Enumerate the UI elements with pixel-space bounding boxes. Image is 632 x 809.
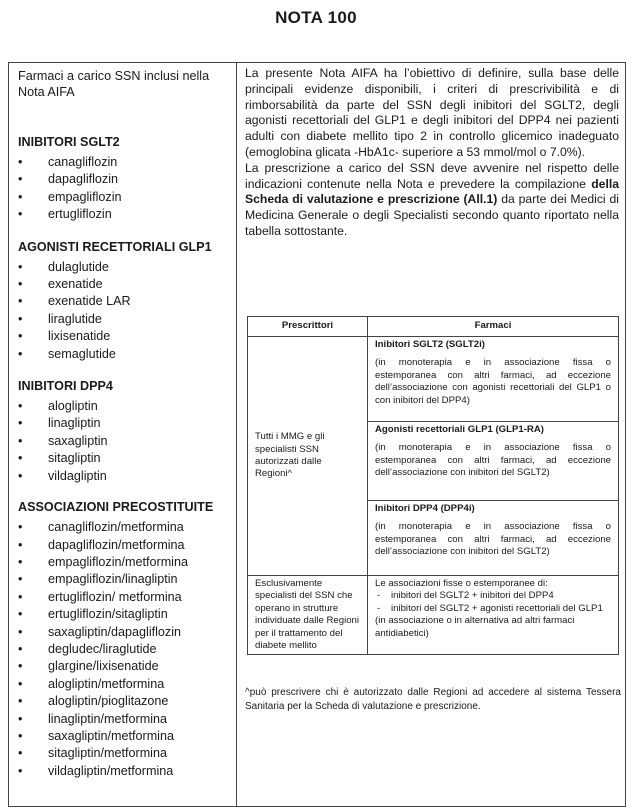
group-heading-associazioni: ASSOCIAZIONI PRECOSTITUITE xyxy=(18,500,214,515)
intro-paragraph: La presente Nota AIFA ha l’obiettivo di definire, sulla base delle principali evidenze disponibili, i criteri di prescrivibilità e di rimborsabilità da parte del SSN degli inibitori del SGLT2, degli agonisti recettoriali del GLP1 e degli inibitori del DPP4 nei pazienti adulti con diabete mellito tipo 2 in controllo glicemico inadeguato (emoglobina glicata -HbA1c- superiore a 53 mmol/mol o 7.0%). xyxy=(245,66,619,159)
drug-group-title: Inibitori SGLT2 (SGLT2i) xyxy=(375,339,485,350)
list-item: • liraglutide xyxy=(18,311,232,328)
list-item: • linagliptin xyxy=(18,415,232,432)
group-heading-dpp4: INIBITORI DPP4 xyxy=(18,379,113,394)
list-item: • alogliptin/metformina xyxy=(18,676,232,693)
description-column xyxy=(245,66,619,240)
group-list-glp1 xyxy=(18,259,232,363)
list-item: • alogliptin xyxy=(18,398,232,415)
list-item: • ertugliflozin/ metformina xyxy=(18,589,232,606)
drug-group-note: (in monoterapia e in associazione fissa o estemporanea con altri farmaci, ad eccezione dell’associazione con inibitori del SGLT2) xyxy=(375,442,611,479)
list-item: • dapagliflozin/metformina xyxy=(18,537,232,554)
prescribers-table xyxy=(247,316,619,655)
list-item: • empagliflozin xyxy=(18,189,232,206)
column-divider xyxy=(236,62,237,807)
prescription-text-a: La prescrizione a carico del SSN deve avvenire nel rispetto delle indicazioni contenute nella Nota e prevedere la compilazione xyxy=(245,160,619,191)
list-item: - inibitori del SGLT2 + inibitori del DPP4 xyxy=(375,590,611,602)
table-row xyxy=(248,337,619,422)
footnote: ^può prescrivere chi è autorizzato dalle Regioni ad accedere al sistema Tessera Sanitaria per la Scheda di valutazione e prescrizione. xyxy=(245,687,621,712)
drug-list-column xyxy=(18,68,232,780)
associazioni-note: (in associazione o in alternativa ad altri farmaci antidiabetici) xyxy=(375,615,575,639)
group-list-sglt2 xyxy=(18,154,232,224)
header-farmaci: Farmaci xyxy=(368,317,619,337)
list-item: • alogliptin/pioglitazone xyxy=(18,693,232,710)
drug-cell-glp1 xyxy=(368,422,619,501)
list-item: • vildagliptin/metformina xyxy=(18,763,232,780)
prescription-paragraph xyxy=(245,161,619,240)
list-item: • linagliptin/metformina xyxy=(18,711,232,728)
prescrittori-cell-mmg: Tutti i MMG e gli specialisti SSN autorizzati dalle Regioni^ xyxy=(248,337,368,576)
table-header-row xyxy=(248,317,619,337)
page-title: NOTA 100 xyxy=(275,8,357,27)
list-item: • dulaglutide xyxy=(18,259,232,276)
list-item: • glargine/lixisenatide xyxy=(18,658,232,675)
drug-group-note: (in monoterapia e in associazione fissa o estemporanea con altri farmaci, ad eccezione dell’associazione con inibitori del SGLT2) xyxy=(375,521,611,558)
list-item: • empagliflozin/metformina xyxy=(18,554,232,571)
group-heading-glp1: AGONISTI RECETTORIALI GLP1 xyxy=(18,239,212,254)
group-heading-sglt2: INIBITORI SGLT2 xyxy=(18,135,120,149)
list-item: • canagliflozin/metformina xyxy=(18,519,232,536)
list-item: • exenatide xyxy=(18,276,232,293)
associazioni-list xyxy=(375,590,611,615)
list-item: • dapagliflozin xyxy=(18,171,232,188)
list-item: • ertugliflozin/sitagliptin xyxy=(18,606,232,623)
drug-group-note: (in monoterapia e in associazione fissa o estemporanea con altri farmaci, ad eccezione dell’associazione con agonisti recettoriali del GLP1 o con inibitori del DPP4) xyxy=(375,357,611,406)
prescrittori-cell-specialisti: Esclusivamente specialisti del SSN che operano in strutture individuate dalle Regioni per il trattamento del diabete mellito xyxy=(248,576,368,655)
group-list-dpp4 xyxy=(18,398,232,485)
list-item: • saxagliptin/metformina xyxy=(18,728,232,745)
scheda-highlight: della Scheda di valutazione e prescrizione (All.1) xyxy=(245,176,619,207)
drug-cell-sglt2 xyxy=(368,337,619,422)
header-prescrittori: Prescrittori xyxy=(248,317,368,337)
drug-group-title: Agonisti recettoriali GLP1 (GLP1-RA) xyxy=(375,424,544,435)
list-item: • saxagliptin xyxy=(18,433,232,450)
list-item: • sitagliptin/metformina xyxy=(18,745,232,762)
list-item: • saxagliptin/dapagliflozin xyxy=(18,624,232,641)
drug-cell-associazioni xyxy=(368,576,619,655)
group-list-associazioni xyxy=(18,519,232,780)
list-item: • degludec/liraglutide xyxy=(18,641,232,658)
list-item: • vildagliptin xyxy=(18,468,232,485)
list-item: • empagliflozin/linagliptin xyxy=(18,571,232,588)
drug-group-title: Inibitori DPP4 (DPP4i) xyxy=(375,503,475,514)
associazioni-intro: Le associazioni fisse o estemporanee di: xyxy=(375,578,548,589)
drug-cell-dpp4 xyxy=(368,501,619,576)
list-item: - inibitori del SGLT2 + agonisti recettoriali del GLP1 xyxy=(375,603,611,615)
list-item: • ertugliflozin xyxy=(18,206,232,223)
list-item: • canagliflozin xyxy=(18,154,232,171)
list-item: • semaglutide xyxy=(18,346,232,363)
list-item: • lixisenatide xyxy=(18,328,232,345)
drug-list-intro: Farmaci a carico SSN inclusi nella Nota AIFA xyxy=(18,69,210,99)
prescription-text-c: da parte dei Medici di Medicina Generale o degli Specialisti secondo quanto riportato nella tabella sottostante. xyxy=(245,192,619,238)
list-item: • sitagliptin xyxy=(18,450,232,467)
table-row xyxy=(248,576,619,655)
list-item: • exenatide LAR xyxy=(18,293,232,310)
